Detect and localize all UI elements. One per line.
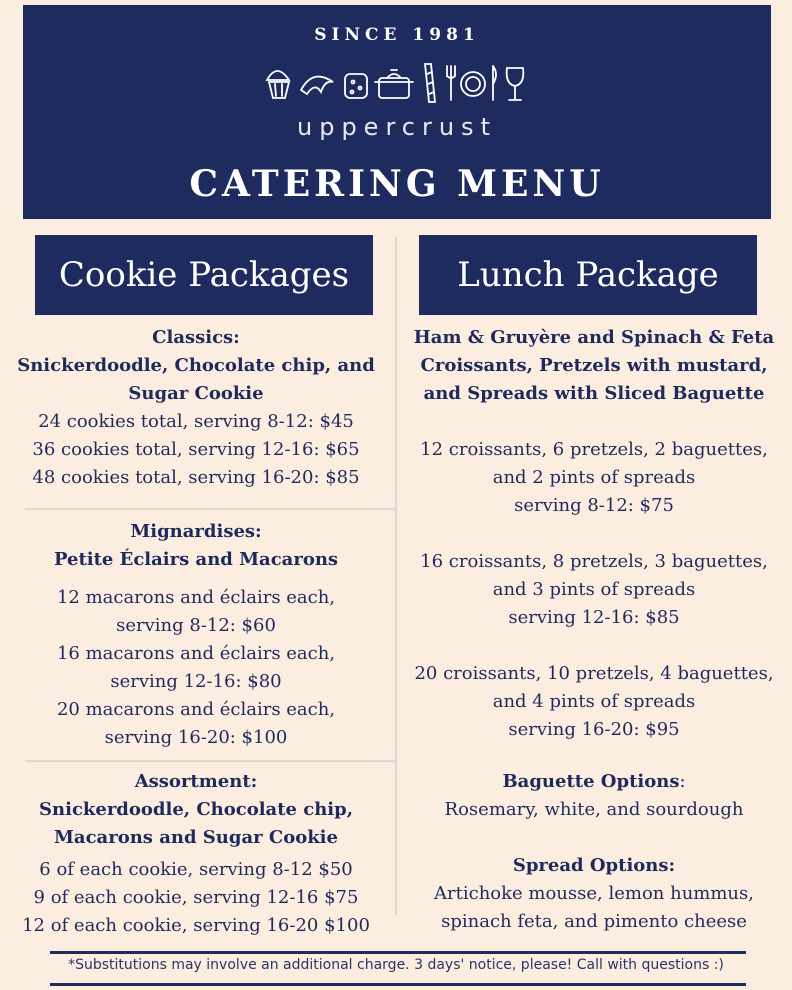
- price-line: 36 cookies total, serving 12-16: $65: [32, 439, 360, 460]
- cookie-packages-heading: Cookie Packages: [35, 235, 373, 315]
- mignardises-section: [15, 518, 377, 752]
- lunch-option: and 2 pints of spreads: [492, 467, 696, 488]
- spread-options-text: Artichoke mousse, lemon hummus,: [434, 883, 754, 904]
- brand-name: uppercrust: [297, 113, 497, 141]
- bread-icon: [345, 74, 367, 98]
- wine-glass-icon: [507, 68, 524, 100]
- price-line: 16 macarons and éclairs each,: [56, 643, 336, 664]
- lunch-option: and 4 pints of spreads: [492, 691, 696, 712]
- section-divider: [25, 508, 395, 510]
- since-text: SINCE 1981: [314, 25, 480, 45]
- baguette-options-title: Baguette Options:: [502, 771, 686, 792]
- price-line: serving 16-20: $100: [104, 727, 288, 748]
- lunch-option: serving 16-20: $95: [508, 719, 680, 740]
- price-line: 9 of each cookie, serving 12-16 $75: [33, 887, 359, 908]
- baguette-options-text: Rosemary, white, and sourdough: [444, 799, 744, 820]
- price-line: 24 cookies total, serving 8-12: $45: [38, 411, 354, 432]
- lunch-option: 12 croissants, 6 pretzels, 2 baguettes,: [420, 439, 768, 460]
- logo-icons: [263, 60, 533, 105]
- assortment-title: Assortment:: [134, 771, 258, 792]
- lunch-description: Croissants, Pretzels with mustard,: [420, 355, 768, 376]
- classics-items: Sugar Cookie: [128, 383, 264, 404]
- pot-icon: [375, 70, 413, 98]
- price-line: serving 12-16: $80: [110, 671, 282, 692]
- lunch-option: and 3 pints of spreads: [492, 579, 696, 600]
- price-line: 12 of each cookie, serving 16-20 $100: [22, 915, 370, 936]
- lunch-description: and Spreads with Sliced Baguette: [423, 383, 765, 404]
- knife-icon: [493, 66, 496, 100]
- price-line: 12 macarons and éclairs each,: [56, 587, 336, 608]
- assortment-items: Snickerdoodle, Chocolate chip,: [39, 799, 353, 820]
- spread-options-text: spinach feta, and pimento cheese: [441, 911, 747, 932]
- price-line: 20 macarons and éclairs each,: [56, 699, 336, 720]
- lunch-option: 16 croissants, 8 pretzels, 3 baguettes,: [420, 551, 768, 572]
- price-line: serving 8-12: $60: [116, 615, 276, 636]
- header-banner: [23, 5, 771, 219]
- lunch-option: 20 croissants, 10 pretzels, 4 baguettes,: [414, 663, 774, 684]
- cupcake-icon: [267, 71, 289, 98]
- lunch-option: serving 12-16: $85: [508, 607, 680, 628]
- footer-note: *Substitutions may involve an additional charge. 3 days' notice, please! Call with questions :): [68, 957, 724, 973]
- lunch-option: serving 8-12: $75: [514, 495, 674, 516]
- classics-section: [15, 324, 377, 492]
- spread-options-title: Spread Options:: [512, 855, 676, 876]
- column-divider: [395, 237, 397, 915]
- lunch-package-heading: Lunch Package: [419, 235, 757, 315]
- lunch-description: Ham & Gruyère and Spinach & Feta: [413, 327, 775, 348]
- mignardises-items: Petite Éclairs and Macarons: [53, 549, 339, 570]
- footer-rule: [50, 951, 746, 954]
- page-title: CATERING MENU: [189, 163, 605, 205]
- price-line: 48 cookies total, serving 16-20: $85: [32, 467, 360, 488]
- assortment-section: [15, 768, 377, 940]
- mignardises-title: Mignardises:: [130, 521, 262, 542]
- assortment-items: Macarons and Sugar Cookie: [54, 827, 338, 848]
- lunch-section: [404, 324, 784, 936]
- croissant-icon: [301, 77, 333, 94]
- section-divider: [25, 760, 395, 762]
- price-line: 6 of each cookie, serving 8-12 $50: [39, 859, 353, 880]
- fork-icon: [447, 66, 455, 100]
- baguette-icon: [425, 64, 435, 102]
- classics-items: Snickerdoodle, Chocolate chip, and: [17, 355, 375, 376]
- footer-rule: [50, 983, 746, 986]
- plate-icon: [461, 72, 485, 96]
- classics-title: Classics:: [152, 327, 240, 348]
